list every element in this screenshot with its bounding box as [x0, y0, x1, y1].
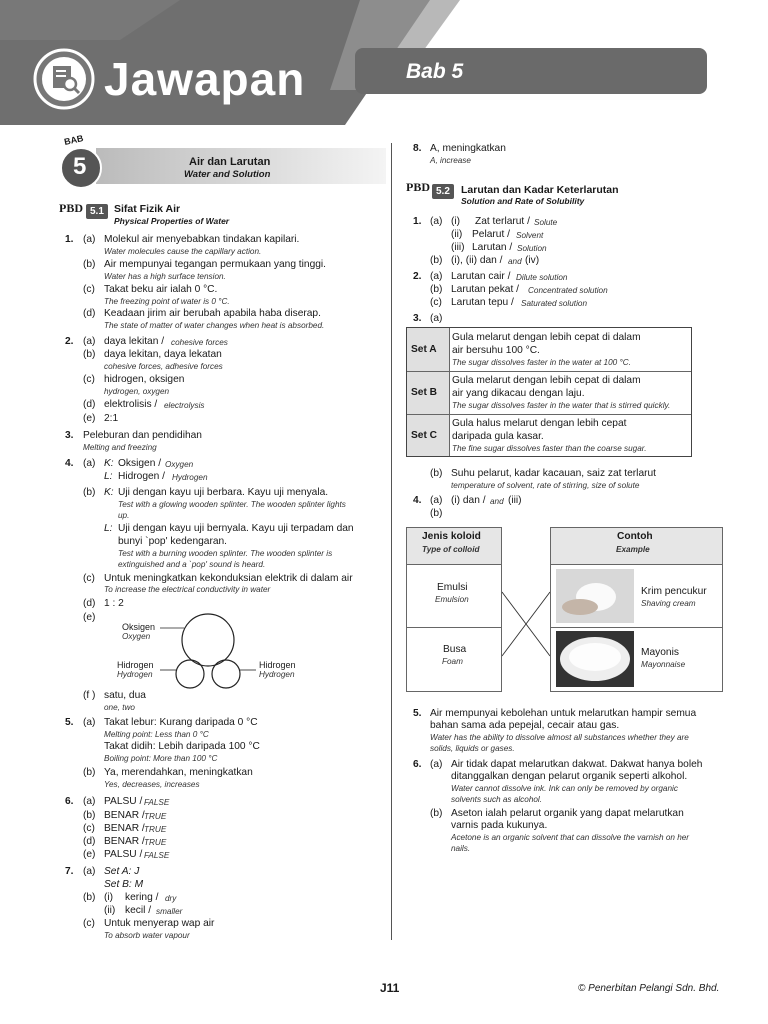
answer-translation: Solute [534, 218, 558, 227]
q-part: (c) [83, 918, 95, 929]
table-cell-translation: The fine sugar dissolves faster than the coarse sugar. [452, 444, 647, 453]
answer-translation: Hydrogen [172, 473, 208, 482]
q-part: (b) [83, 259, 96, 270]
example-header-en: Example [616, 545, 650, 554]
page-title: Jawapan [104, 53, 306, 105]
q-part: (d) [83, 836, 96, 847]
answer-translation: Concentrated solution [528, 286, 608, 295]
column-divider [391, 143, 392, 940]
answer-text: (i), (ii) dan / [451, 255, 503, 266]
q-part: (a) [430, 313, 443, 324]
section-number: 5.1 [86, 204, 108, 219]
example-mayonnaise-en: Mayonnaise [641, 660, 686, 669]
answer-text: elektrolisis / [104, 399, 158, 410]
answer-text: Untuk menyerap wap air [104, 918, 215, 929]
answer-text: Larutan pekat / [451, 284, 519, 295]
answer-text: varnis pada kukunya. [451, 820, 548, 831]
publisher-credit: © Penerbitan Pelangi Sdn. Bhd. [578, 983, 720, 994]
answer-text: Set A: J [104, 866, 140, 877]
q-number: 1. [413, 216, 422, 227]
chapter-label: BAB [63, 133, 85, 147]
section-title: Sifat Fizik Air [114, 203, 181, 215]
q-number: 5. [65, 717, 74, 728]
q-part: (c) [83, 374, 95, 385]
q-part: (d) [83, 399, 96, 410]
q-number: 6. [413, 759, 422, 770]
mayonnaise-image [556, 631, 634, 687]
q-part: (d) [83, 308, 96, 319]
table-cell-set: Set A [411, 344, 437, 355]
answer-text: Molekul air menyebabkan tindakan kapilari. [104, 234, 300, 245]
answer-text: (iv) [525, 255, 540, 266]
example-shaving-cream: Krim pencukur [641, 586, 707, 597]
answer-translation: TRUE [144, 812, 167, 821]
answer-text: daya lekitan / [104, 336, 165, 347]
table-cell-translation: The sugar dissolves faster in the water at 100 °C. [452, 358, 631, 367]
answer-text: ditanggalkan dengan pelarut organik seperti alkohol. [451, 771, 688, 782]
answer-text: Takat didih: Lebih daripada 100 °C [104, 741, 260, 752]
answer-text: (iii) [508, 495, 522, 506]
answer-text: Larutan tepu / [451, 297, 514, 308]
answer-translation: temperature of solvent, rate of stirring, size of solute [451, 481, 640, 490]
q-part: (a) [83, 458, 96, 469]
answer-text: Pelarut / [472, 229, 510, 240]
answer-translation: Yes, decreases, increases [104, 780, 200, 789]
answer-translation: solvents such as alcohol. [451, 795, 543, 804]
answer-text: Larutan cair / [451, 271, 511, 282]
q-number: 1. [65, 234, 74, 245]
answer-translation: extinguished and a `pop' sound is heard. [118, 560, 266, 569]
answer-text: Untuk meningkatkan kekonduksian elektrik di dalam air [104, 573, 353, 584]
answer-text: Air mempunyai tegangan permukaan yang tinggi. [104, 259, 326, 270]
answer-text: bunyi `pop' kedengaran. [118, 536, 227, 547]
pbd-label: PBD [59, 201, 83, 215]
answer-translation: and [490, 497, 504, 506]
answer-translation: FALSE [144, 798, 170, 807]
answer-translation: Water molecules cause the capillary action. [104, 247, 262, 256]
q-part: (a) [83, 866, 96, 877]
chapter-number: 5 [73, 153, 87, 180]
q-part: (a) [83, 796, 96, 807]
sub-part: (iii) [451, 242, 465, 253]
q-number: 3. [65, 430, 74, 441]
q-part: (c) [83, 284, 95, 295]
table-cell-translation: The sugar dissolves faster in the water that is stirred quickly. [452, 401, 671, 410]
answer-text: kecil / [125, 905, 152, 916]
q-part: (a) [430, 759, 443, 770]
answer-translation: and [508, 257, 522, 266]
book-search-icon [32, 47, 96, 111]
q-part: (e) [83, 612, 96, 623]
answer-text: Oksigen / [118, 458, 162, 469]
table-cell-set: Set B [411, 387, 438, 398]
answer-text: kering / [125, 892, 159, 903]
table-cell-text: Gula melarut dengan lebih cepat di dalam [452, 375, 641, 386]
answer-text: Suhu pelarut, kadar kacauan, saiz zat terlarut [451, 468, 656, 479]
answer-text: Takat lebur: Kurang daripada 0 °C [104, 717, 258, 728]
section-subtitle: Physical Properties of Water [114, 216, 230, 226]
pbd-label: PBD [406, 180, 430, 194]
answer-text: PALSU / [104, 796, 143, 807]
water-molecule-diagram [160, 612, 280, 692]
q-part: (e) [83, 849, 96, 860]
q-number: 5. [413, 708, 422, 719]
answer-translation: FALSE [144, 851, 170, 860]
answer-translation: To absorb water vapour [104, 931, 190, 940]
table-cell-text: air yang dikacau dengan laju. [452, 388, 585, 399]
molecule-label-oxygen: Oksigen [122, 622, 156, 632]
answer-text: daya lekitan, daya lekatan [104, 349, 222, 360]
label-k: K: [104, 487, 114, 498]
answer-text: satu, dua [104, 690, 146, 701]
label-l: L: [104, 471, 113, 482]
chapter-title-en: Water and Solution [184, 169, 271, 180]
answer-translation: Test with a glowing wooden splinter. The wooden splinter lights [118, 500, 346, 509]
q-number: 3. [413, 313, 422, 324]
answer-translation: Solution [517, 244, 547, 253]
q-part: (e) [83, 413, 96, 424]
answer-translation: cohesive forces [171, 338, 228, 347]
section-subtitle: Solution and Rate of Solubility [461, 196, 585, 206]
section-number: 5.2 [432, 184, 454, 199]
table-cell-text: air bersuhu 100 °C. [452, 345, 540, 356]
answer-text: Aseton ialah pelarut organik yang dapat melarutkan [451, 808, 684, 819]
answer-text: bahan sama ada pepejal, cecair atau gas. [430, 720, 620, 731]
q-part: (b) [83, 767, 96, 778]
q-part: (a) [430, 216, 443, 227]
page-number: J11 [380, 981, 400, 995]
q-part: (f ) [83, 690, 96, 701]
answer-text: PALSU / [104, 849, 143, 860]
q-part: (c) [430, 297, 442, 308]
q-part: (d) [83, 598, 96, 609]
q-part: (a) [430, 271, 443, 282]
molecule-label-hydrogen: Hidrogen [117, 660, 154, 670]
answer-text: A, meningkatkan [430, 143, 506, 154]
answer-text: BENAR / [104, 823, 145, 834]
colloid-header: Jenis koloid [422, 531, 481, 542]
answer-text: 1 : 2 [104, 598, 124, 609]
sub-part: (i) [104, 892, 114, 903]
q-part: (c) [83, 573, 95, 584]
answer-text: Ya, merendahkan, meningkatkan [104, 767, 253, 778]
molecule-label-hydrogen-en: Hydrogen [117, 670, 153, 679]
answer-translation: Water cannot dissolve ink. Ink can only be removed by organic [451, 784, 678, 793]
q-number: 6. [65, 796, 74, 807]
answer-translation: cohesive forces, adhesive forces [104, 362, 223, 371]
answer-translation: electrolysis [164, 401, 205, 410]
sub-part: (ii) [451, 229, 463, 240]
table-cell-text: Gula halus melarut dengan lebih cepat [452, 418, 627, 429]
answer-text: Air mempunyai kebolehan untuk melarutkan hampir semua [430, 708, 697, 719]
table-cell-set: Set C [411, 430, 438, 441]
molecule-label-hydrogen-en: Hydrogen [259, 670, 295, 679]
sub-part: (i) [451, 216, 461, 227]
q-number: 2. [65, 336, 74, 347]
answer-translation: Water has the ability to dissolve almost all substances whether they are [430, 733, 689, 742]
answer-text: BENAR / [104, 810, 145, 821]
chapter-title: Bab 5 [406, 60, 464, 83]
answer-translation: Oxygen [165, 460, 194, 469]
sub-part: (ii) [104, 905, 116, 916]
answer-translation: Water has a high surface tension. [104, 272, 226, 281]
q-part: (b) [83, 349, 96, 360]
q-part: (b) [430, 508, 443, 519]
colloid-foam: Busa [443, 644, 467, 655]
colloid-emulsion-en: Emulsion [435, 595, 469, 604]
answer-translation: hydrogen, oxygen [104, 387, 170, 396]
section-title: Larutan dan Kadar Keterlarutan [461, 184, 619, 196]
answer-text: Uji dengan kayu uji bernyala. Kayu uji terpadam dan [118, 523, 354, 534]
answer-text: Larutan / [472, 242, 513, 253]
q-part: (b) [430, 284, 443, 295]
q-number: 4. [65, 458, 74, 469]
q-part: (b) [430, 808, 443, 819]
answer-text: Zat terlarut / [475, 216, 530, 227]
colloid-emulsion: Emulsi [437, 582, 468, 593]
q-part: (b) [430, 468, 443, 479]
q-number: 2. [413, 271, 422, 282]
answer-translation: Test with a burning wooden splinter. The wooden splinter is [118, 549, 333, 558]
q-number: 7. [65, 866, 74, 877]
answer-translation: To increase the electrical conductivity in water [104, 585, 271, 594]
q-part: (b) [83, 810, 96, 821]
molecule-label-oxygen-en: Oxygen [122, 632, 151, 641]
label-l: L: [104, 523, 113, 534]
answer-translation: smaller [156, 907, 183, 916]
answer-text: Peleburan dan pendidihan [83, 430, 202, 441]
answer-translation: The freezing point of water is 0 °C. [104, 297, 230, 306]
answer-text: Uji dengan kayu uji berbara. Kayu uji menyala. [118, 487, 329, 498]
answer-translation: Boiling point: More than 100 °C [104, 754, 218, 763]
answer-text: Air tidak dapat melarutkan dakwat. Dakwat hanya boleh [451, 759, 703, 770]
answer-translation: TRUE [144, 825, 167, 834]
q-part: (a) [83, 336, 96, 347]
answer-translation: dry [165, 894, 177, 903]
q-part: (a) [83, 234, 96, 245]
q-part: (c) [83, 823, 95, 834]
answer-translation: Melting point: Less than 0 °C [104, 730, 209, 739]
answer-text: Keadaan jirim air berubah apabila haba diserap. [104, 308, 321, 319]
answer-text: BENAR / [104, 836, 145, 847]
answer-text: Set B: M [104, 879, 144, 890]
answer-translation: The state of matter of water changes when heat is absorbed. [104, 321, 325, 330]
answer-translation: TRUE [144, 838, 167, 847]
table-cell-text: Gula melarut dengan lebih cepat di dalam [452, 332, 641, 343]
answer-translation: one, two [104, 703, 135, 712]
answer-text: 2:1 [104, 413, 119, 424]
q-part: (b) [83, 892, 96, 903]
table-cell-text: daripada gula kasar. [452, 431, 544, 442]
q-part: (b) [430, 255, 443, 266]
matching-lines [502, 564, 550, 692]
q-part: (b) [83, 487, 96, 498]
answer-text: Hidrogen / [118, 471, 166, 482]
shaving-cream-image [556, 569, 634, 623]
answer-translation: A, increase [430, 156, 471, 165]
molecule-label-hydrogen: Hidrogen [259, 660, 296, 670]
q-number: 4. [413, 495, 422, 506]
label-k: K: [104, 458, 114, 469]
answer-translation: Saturated solution [521, 299, 587, 308]
answer-translation: Solvent [516, 231, 544, 240]
q-number: 8. [413, 143, 422, 154]
colloid-header-en: Type of colloid [422, 545, 480, 554]
chapter-title-ms: Air dan Larutan [189, 156, 271, 168]
answer-translation: solids, liquids or gases. [430, 744, 515, 753]
answer-translation: Dilute solution [516, 273, 568, 282]
example-shaving-cream-en: Shaving cream [641, 599, 696, 608]
answer-text: Takat beku air ialah 0 °C. [104, 284, 218, 295]
answer-translation: Melting and freezing [83, 443, 157, 452]
answer-text: hidrogen, oksigen [104, 374, 185, 385]
example-mayonnaise: Mayonis [641, 647, 679, 658]
answer-text: (i) dan / [451, 495, 486, 506]
q-part: (a) [430, 495, 443, 506]
q-part: (a) [83, 717, 96, 728]
answer-translation: Acetone is an organic solvent that can dissolve the varnish on her [451, 833, 690, 842]
answer-translation: nails. [451, 844, 471, 853]
example-header: Contoh [617, 531, 653, 542]
colloid-foam-en: Foam [442, 657, 463, 666]
answer-translation: up. [118, 511, 130, 520]
